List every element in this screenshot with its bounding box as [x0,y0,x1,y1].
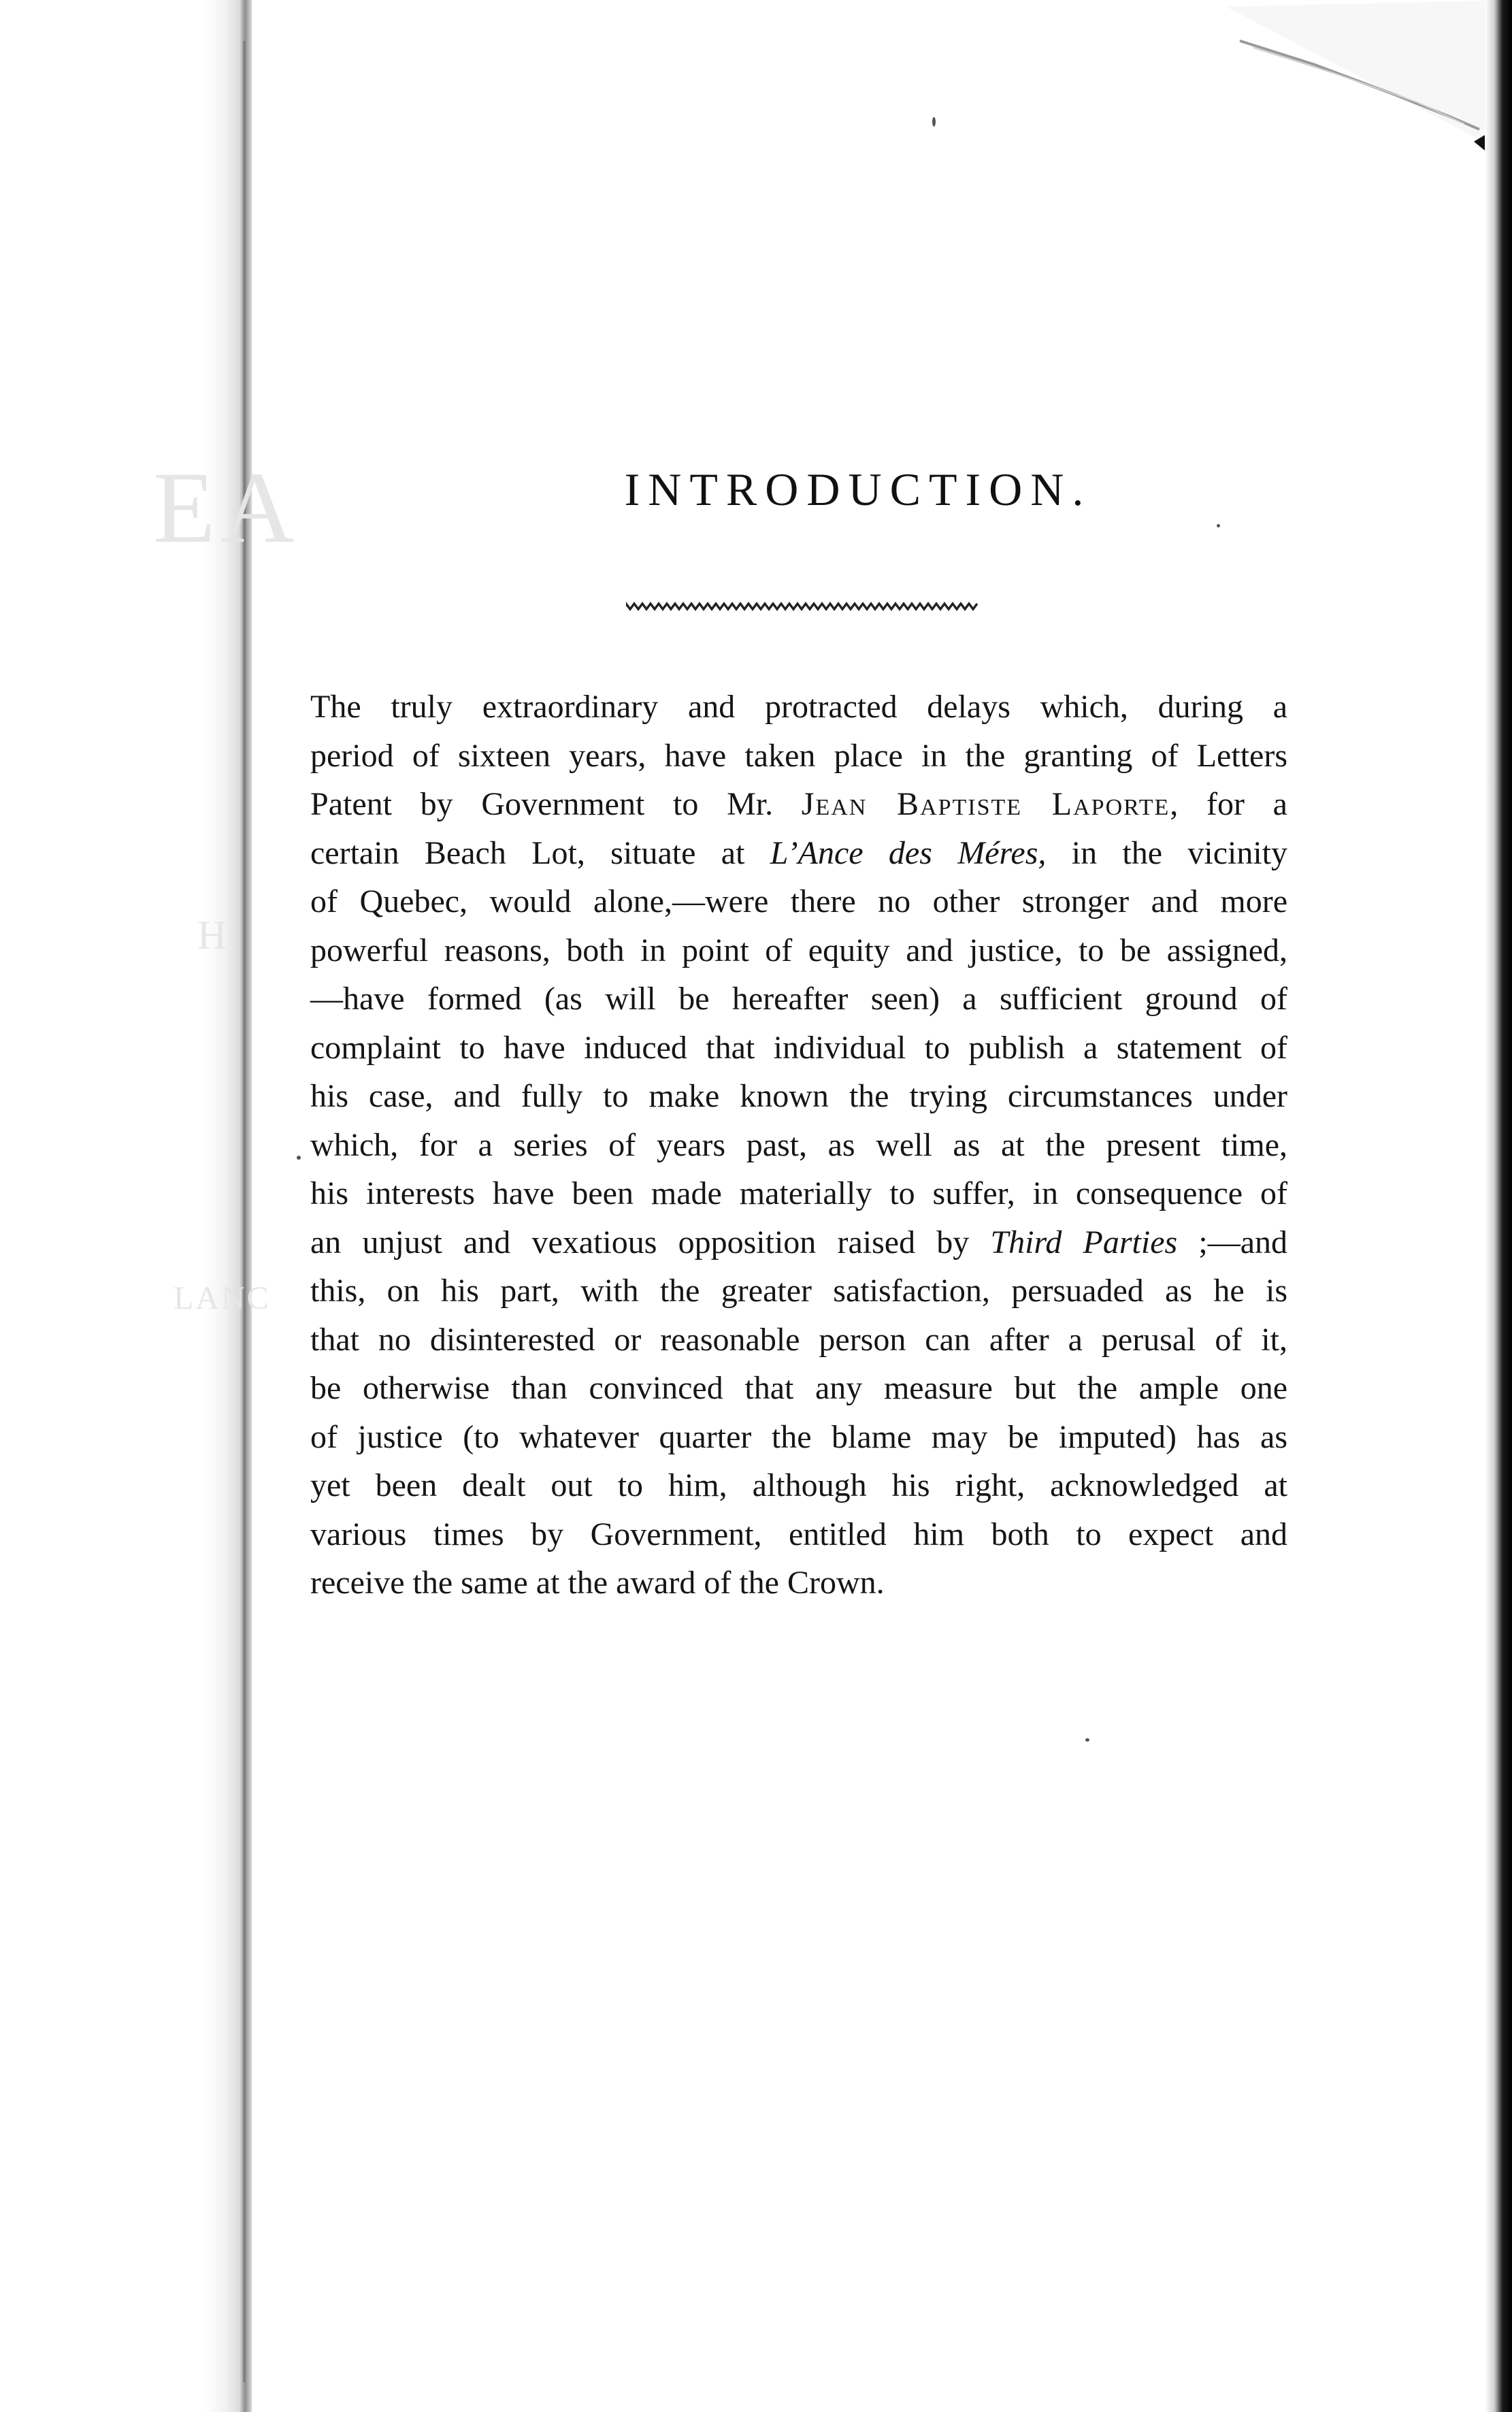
emphasis-text: Third Parties [990,1224,1178,1260]
text-line [310,780,1287,829]
page-title: INTRODUCTION. [624,463,1092,515]
bleed-through-mark: H [197,913,227,958]
text-line [310,1072,1287,1121]
text-run: —have formed (as will be hereafter seen) a sufficient ground of [310,981,1287,1017]
text-line [310,1169,1287,1218]
text-run: his interests have been made materially to suffer, in consequence of [310,1175,1287,1211]
page-edge [1485,0,1512,2412]
text-run: his case, and fully to make known the trying circumstances under [310,1078,1287,1114]
text-line [310,683,1287,732]
text-line [310,1461,1287,1510]
text-run: be otherwise than convinced that any measure but the ample one [310,1370,1287,1406]
text-line [310,975,1287,1024]
text-run: of Quebec, would alone,—were there no other stronger and more [310,883,1287,919]
text-line [310,926,1287,975]
decorative-wavy-rule [626,601,980,612]
text-line [310,1218,1287,1267]
text-line [310,1121,1287,1170]
text-run: The truly extraordinary and protracted delays which, during a [310,689,1287,725]
bleed-through-mark: EA [153,451,300,564]
text-line [310,1364,1287,1413]
text-run: period of sixteen years, have taken place in the granting of Letters [310,737,1287,774]
text-run: yet been dealt out to him, although his right, acknowledged at [310,1467,1287,1503]
text-line [310,1413,1287,1462]
text-line [310,877,1287,926]
text-run: of justice (to whatever quarter the blame may be imputed) has as [310,1418,1287,1455]
binding-shadow [243,41,246,2382]
text-run: in the vicinity [1046,834,1288,871]
text-line [310,1267,1287,1316]
person-name: Jean Baptiste Laporte [801,786,1170,822]
text-run: ;—and [1177,1224,1287,1260]
text-run: an unjust and vexatious opposition raised by [310,1224,991,1260]
bleed-through-mark: LANC [174,1280,271,1316]
text-run: , for a [1170,786,1287,822]
text-run: various times by Government, entitled him both to expect and [310,1516,1287,1552]
text-run: complaint to have induced that individual to publish a statement of [310,1029,1287,1066]
text-line [310,829,1287,878]
torn-corner [1226,0,1512,204]
binding-gutter [0,0,252,2412]
speck [1085,1738,1089,1742]
text-run: certain Beach Lot, situate at [310,834,770,871]
text-run: powerful reasons, both in point of equity and justice, to be assigned, [310,932,1287,968]
speck [1217,524,1220,527]
text-run: which, for a series of years past, as well as at the present time, [310,1126,1287,1163]
text-line [310,1510,1287,1559]
speck [297,1156,301,1160]
text-line [310,1559,1287,1608]
text-run: receive the same at the award of the Crown. [310,1565,885,1601]
text-line [310,1024,1287,1073]
text-run: that no disinterested or reasonable person can after a perusal of it, [310,1321,1287,1358]
text-run: this, on his part, with the greater satisfaction, persuaded as he is [310,1273,1287,1309]
introduction-paragraph [310,683,1287,1608]
speck [932,117,936,127]
emphasis-text: L’Ance des Méres, [770,834,1047,871]
text-line [310,1316,1287,1365]
text-line [310,732,1287,781]
text-run: Patent by Government to Mr. [310,786,802,822]
